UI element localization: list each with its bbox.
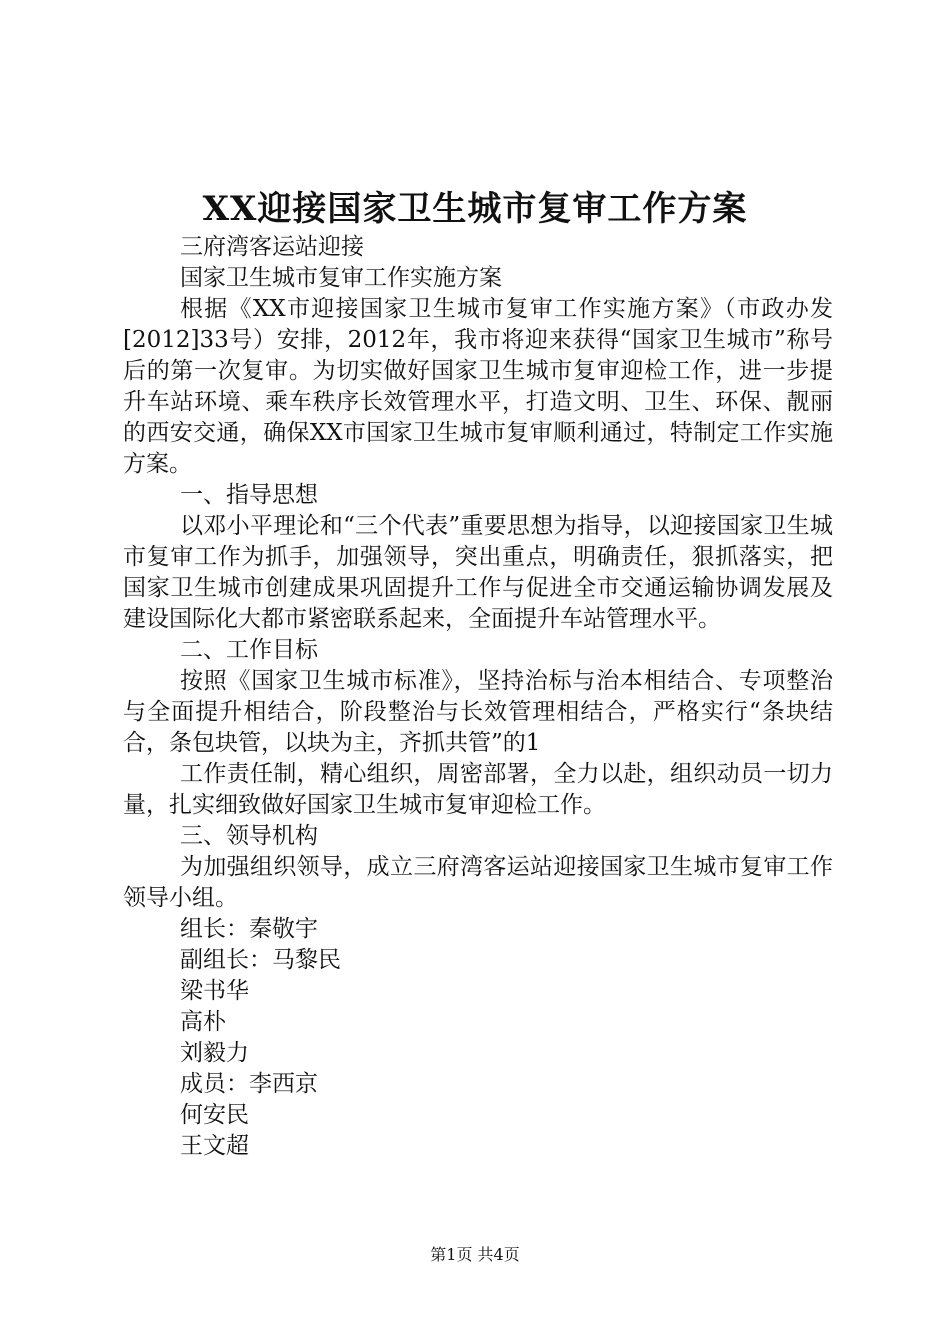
paragraph-intro: 根据《XX市迎接国家卫生城市复审工作实施方案》（市政办发[2012]33号）安排，2012年，我市将迎来获得“国家卫生城市”称号后的第一次复审。为切实做好国家卫生城市复审迎检工作，进一步提升车站环境、乘车秩序长效管理水平，打造文明、卫生、环保、靓丽的西安交通，确保XX市国家卫生城市复审顺利通过，特制定工作实施方案。 (123, 296, 833, 477)
list-item-member-3: 王文超 (180, 1133, 249, 1159)
paragraph-guiding-thought: 以邓小平理论和“三个代表”重要思想为指导，以迎接国家卫生城市复审工作为抓手，加强领导，突出重点，明确责任，狠抓落实，把国家卫生城市创建成果巩固提升工作与促进全市交通运输协调发展及建设国际化大都市紧密联系起来，全面提升车站管理水平。 (123, 513, 833, 632)
list-item-deputy-leader: 副组长：马黎民 (180, 947, 341, 973)
list-item-deputy-2: 梁书华 (180, 978, 249, 1004)
paragraph-plan-title: 国家卫生城市复审工作实施方案 (180, 265, 502, 291)
list-item-group-leader: 组长：秦敬宇 (180, 916, 318, 942)
paragraph-work-goals: 按照《国家卫生城市标准》，坚持治标与治本相结合、专项整治与全面提升相结合，阶段整治与长效管理相结合，严格实行“条块结合，条包块管，以块为主，齐抓共管”的1 (123, 668, 833, 756)
paragraph-station-name: 三府湾客运站迎接 (180, 234, 364, 260)
paragraph-leadership: 为加强组织领导，成立三府湾客运站迎接国家卫生城市复审工作领导小组。 (123, 854, 833, 911)
section-heading-work-goals: 二、工作目标 (180, 637, 318, 663)
page-footer: 第1页 共4页 (430, 1245, 520, 1264)
paragraph-work-goals-continued: 工作责任制，精心组织，周密部署，全力以赴，组织动员一切力量，扎实细致做好国家卫生城市复审迎检工作。 (123, 761, 833, 818)
list-item-members: 成员：李西京 (180, 1071, 318, 1097)
list-item-deputy-4: 刘毅力 (180, 1040, 249, 1066)
list-item-deputy-3: 高朴 (180, 1009, 226, 1035)
list-item-member-2: 何安民 (180, 1102, 249, 1128)
document-title: XX迎接国家卫生城市复审工作方案 (202, 189, 748, 229)
document-body (123, 232, 833, 1162)
section-heading-leadership: 三、领导机构 (180, 823, 318, 849)
section-heading-guiding-thought: 一、指导思想 (180, 482, 318, 508)
